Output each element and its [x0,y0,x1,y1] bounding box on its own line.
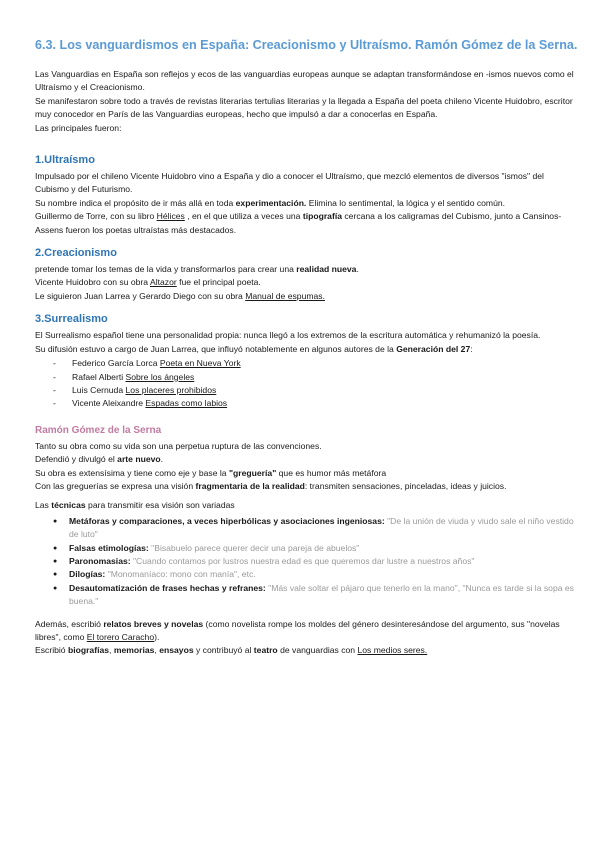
heading-creacionismo: 2.Creacionismo [35,247,117,260]
ramon-paragraph-3: Su obra es extensísima y tiene como eje y base la "greguería" que es humor más metáfora [35,467,387,478]
ultraismo-paragraph-2: Su nombre indica el propósito de ir más allá en toda experimentación. Elimina lo sentimental, la lógica y el sentido común. [35,197,506,208]
list-item: ● Dilogías: "Monomaníaco: mono con manía", etc. [35,568,575,581]
creacionismo-paragraph-1: pretende tomar los temas de la vida y transformarlos para crear una realidad nueva. [35,264,359,275]
book-title-helices: Hélices [156,211,185,222]
book-title-el-torero-caracho: El torero Caracho [86,632,155,642]
ramon-paragraph-7: Escribió biografías, memorias, ensayos y contribuyó al teatro de vanguardias con Los medios seres. [35,645,428,656]
list-item: - Federico García Lorca Poeta en Nueva York [35,357,575,370]
list-item: - Rafael Alberti Sobre los ángeles [35,371,575,384]
techniques-list [35,515,575,609]
book-title-altazor: Altazor [149,277,177,288]
surrealismo-paragraph-1: El Surrealismo español tiene una personalidad propia: nunca llegó a los extremos de la escritura automática y rehumanizó la poesía. [35,330,541,341]
surrealismo-paragraph-2: Su difusión estuvo a cargo de Juan Larrea, que influyó notablemente en algunos autores de la Generación del 27: [35,343,473,354]
heading-ramon-gomez-de-la-serna: Ramón Gómez de la Serna [35,424,162,436]
list-item: ● Paronomasias: "Cuando contamos por lustros nuestra edad es que queremos dar lustre a nuestros años" [35,555,575,568]
book-title-los-medios-seres: Los medios seres. [357,645,428,656]
heading-ultraismo: 1.Ultraísmo [35,154,95,167]
creacionismo-paragraph-3: Le siguieron Juan Larrea y Gerardo Diego con su obra Manual de espumas. [35,290,325,301]
list-item: - Vicente Aleixandre Espadas como labios [35,397,575,410]
page-title: 6.3. Los vanguardismos en España: Creacionismo y Ultraísmo. Ramón Gómez de la Serna. [35,38,578,52]
ramon-paragraph-6: Además, escribió relatos breves y novelas (como novelista rompe los moldes del género desinteresándose del argumento, sus "novelas libres", como El torero Caracho). [35,618,560,642]
ultraismo-paragraph-3: Guillermo de Torre, con su libro Hélices , en el que utiliza a veces una tipografía cercana a los caligramas del Cubismo, junto a Cansinos-Assens fueron los poetas ultraístas más destacados. [35,211,562,235]
list-item: ● Metáforas y comparaciones, a veces hiperbólicas y asociaciones ingeniosas: "De la unión de viuda y viudo sale el niño vestido de luto" [35,515,575,542]
list-item: ● Falsas etimologías: "Bisabuelo parece querer decir una pareja de abuelos" [35,542,575,555]
surrealist-authors-list [35,357,575,411]
intro-paragraph-1: Las Vanguardias en España son reflejos y ecos de las vanguardias europeas aunque se adaptan transformándose en -ismos nuevos como el Ultraísmo y el Creacionismo. [35,69,574,93]
ramon-paragraph-1: Tanto su obra como su vida son una perpetua ruptura de las convenciones. [35,440,322,451]
ramon-paragraph-2: Defendió y divulgó el arte nuevo. [35,454,164,465]
creacionismo-paragraph-2: Vicente Huidobro con su obra Altazor fue el principal poeta. [35,277,261,288]
ramon-paragraph-5: Las técnicas para transmitir esa visión son variadas [35,500,235,511]
ramon-paragraph-4: Con las greguerías se expresa una visión fragmentaria de la realidad: transmiten sensaciones, pinceladas, ideas y juicios. [35,480,507,491]
list-item: - Luis Cernuda Los placeres prohibidos [35,384,575,397]
ultraismo-paragraph-1: Impulsado por el chileno Vicente Huidobro vino a España y dio a conocer el Ultraísmo, que mezcló elementos de diversos "ismos" del Cubismo y del Futurismo. [35,171,544,195]
list-item: ● Desautomatización de frases hechas y refranes: "Más vale soltar el pájaro que tenerlo en la mano", "Nunca es tarde si la sopa es buena." [35,582,575,609]
intro-paragraph-3: Las principales fueron: [35,122,122,133]
heading-surrealismo: 3.Surrealismo [35,313,108,326]
document-page [35,38,578,658]
intro-paragraph-2: Se manifestaron sobre todo a través de revistas literarias tertulias literarias y la llegada a España del poeta chileno Vicente Huidobro, escritor muy conocedor en París de las Vanguardias europeas, hecho que impulsó a dar a conocerlas en España. [35,95,573,120]
book-title-manual-de-espumas: Manual de espumas. [245,290,325,301]
